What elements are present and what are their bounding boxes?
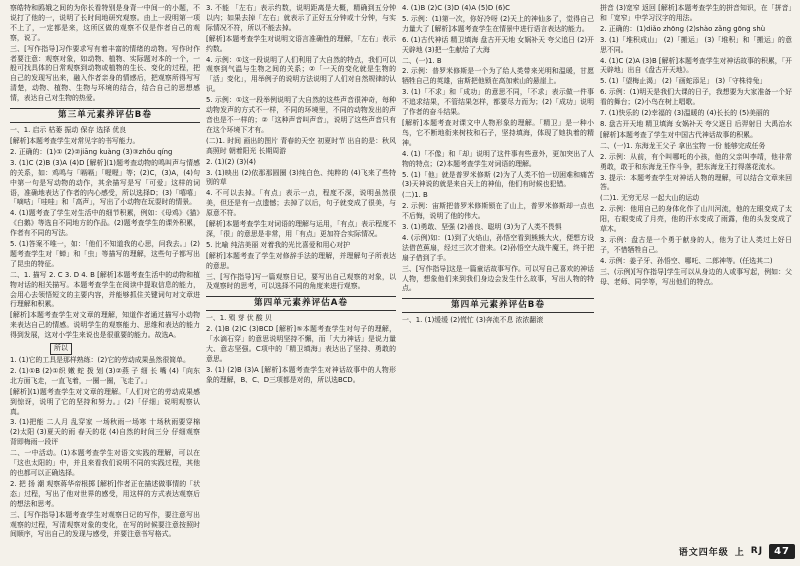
answer-paragraph: 4. 示例：①这一段说明了人们利用了大自然的特点，我们可以观察到气温与生物之间的关系；②「一天的变化就是生物的「活」变化」，用举例子的说明方法说明了人们对自然规律的认识。: [206, 55, 396, 94]
answer-paragraph: [解析]本题考查学生对常见字的书写能力。: [10, 136, 140, 145]
section-heading: 第三单元素养评估B卷: [10, 108, 200, 123]
answer-paragraph: 察皓特和鸥娥之间的为你长看特别是身背一中间一的小题，不说打了他的一，说明了长时间地研究观察。由上一段明第一项不上了，一定都是来，这所区做的观察不仅是作者自己的观察，说了。: [10, 4, 200, 42]
answer-paragraph: 3. (1)「堆积成山」 (2)「搬运」 (3)「堆积」和「搬运」的意思不同。: [600, 35, 792, 54]
answer-paragraph: 5. (1)答案不唯一，如：「他们不知道我的心思，问我去。」(2)题考查学生对「蝉」和「虫」等描写的理解，这些句子都写出了昆虫的特征。: [10, 240, 200, 268]
answer-paragraph: 2. 正确的：(1)diǎo zhōng (2)shào zǎng gōng shù: [600, 24, 766, 33]
answer-paragraph: 2. 把 扬 潮 观察蒋华帝根掷 [解析]作者正在描述做事情的「状态」过程，写出了他对世界的感受，用这样的方式表达观察后的想法和思考。: [10, 479, 200, 508]
answer-paragraph: 2. 正确的：(1)① (2)②jiāng kuàng (3)③zhǒu qíng: [10, 147, 173, 156]
answer-paragraph: 4. (1)B (2)C (3)D (4)A (5)D (6)C: [402, 4, 510, 12]
answer-paragraph: 4. 不可以去掉。「有点」表示一点，程度不深，说明虽然很美，但还是有一点遗憾；去掉了以后，句子就变成了很美，与原意不符。: [206, 189, 396, 218]
page-footer: [590, 540, 795, 562]
answer-paragraph: 5. 示例：①这一段举例说明了大自然的这些声音很神奇，每种动物发声的方式不一样，不同的环境里，不同的动物发出的声音也是不一样的；②「这种声音叫声音」，说明了这些声音只有在这个环境下才有。: [206, 96, 396, 134]
footer-term: 上: [734, 547, 745, 558]
answer-paragraph: 6. (1)古代神话 精卫填海 盘古开天地 女娲补天 夸父追日 (2)开天辟地 (3)把一生献给了大海: [402, 35, 594, 54]
answer-paragraph: 二、一中活动。(1)本题考查学生对语文实践的理解，可以在「这也太阳的」中，并且来看我们说明不同的实践过程，其他的也都可以正确选择。: [10, 449, 200, 477]
answer-paragraph: 2. (1)B (2)C (3)BCD [解析]⑤本题考查学生对句子的理解，「水滴石穿」的意思说明坚持不懈，而「大力神话」是说力量大、意志坚强。C项中的「精卫填海」表达出了坚持、勇敢的意思。: [206, 325, 396, 363]
answer-paragraph: 4. (1)题考查了学生对生活中的细节积累，例如：《母鸡》《猫》《白鹅》等选自不同地方的作品。(2)题考查学生的课外积累，作者有不同的写法。: [10, 209, 200, 238]
answer-paragraph: [解析]本题考查学生对词语的理解与运用，「有点」表示程度不深，「很」的意思是非常，用「有点」更加符合实际情况。: [206, 220, 396, 238]
section-heading: 第四单元素养评估A卷: [206, 296, 396, 311]
answer-paragraph: 2. (1)①B (2)①织 嫩 蛇 拨 划 (3)②燕 子 细 长 嘴 (4)「向东北方面飞走，一直飞着，一圈一圈，飞走了。」: [10, 366, 200, 385]
answer-paragraph: 4. (示例)如：(1)到了火焰山，孙悟空看到熊熊大火，便想方设法借芭蕉扇，经过三次才借来。(2)孙悟空大战牛魔王，终于把扇子借到了手。: [402, 233, 594, 262]
text-column-2: [206, 4, 396, 538]
answer-paragraph: 3. (1)把能 二人月 乱穿家 一场秋雨一场寒 十场秋雨要穿棉 (2)太阳 (3)夏天的雨 春天的花 (4)自然的时间三分 仔细观察 背即梅雨一段评: [10, 418, 200, 447]
footer-subject: 语文四年级: [678, 547, 729, 558]
answer-paragraph: 二、(一)1. B: [402, 56, 442, 65]
answer-paragraph: 5. (1)「他」就是普罗米修斯 (2)为了人类不怕一切困难和痛苦 (3)天神说的就是来自天上的神仙，他们有时候也犯错。: [402, 170, 594, 189]
answer-paragraph: 4. (1)「不像」和「却」说明了这件事有些意外，更加突出了人物的特点；(2)本题考查学生对词语的理解。: [402, 149, 594, 168]
footer-edition: RJ: [750, 546, 764, 556]
boxed-label: 所以: [50, 343, 72, 355]
answer-paragraph: 7. (1)快乐的 (2)幸福的 (3)温暖的 (4)长长的 (5)美丽的: [600, 109, 770, 118]
answer-paragraph: 2. 示例：宙斯把普罗米修斯锁在了山上，普罗米修斯却一点也不后悔，说明了他的伟大。: [402, 202, 594, 221]
answer-paragraph: 一、1. 殒 芽 伏 酸 贝: [206, 314, 272, 323]
answer-paragraph: [解析]本题考查学生对文章的理解，知道作者通过描写小动物来表达自己的情感。说明学生的观察能力、思维和表达的能力得到发展，这对小学生来说也是很重要的能力。故选A。: [10, 311, 200, 340]
text-column-4: [600, 4, 792, 538]
answer-paragraph: 三、(示例)[写作指导]学生可以从身边的人或事写起，例如：父母、老师、同学等，写出他们的特点。: [600, 267, 792, 286]
page-number: 47: [769, 544, 795, 559]
answer-paragraph: 2. 示例：从前，有个叫哪吒的小孩，他的父亲叫李靖，他非常勇敢，敢于和东海龙王作斗争，把东海龙王打得落花流水。: [600, 152, 792, 171]
answer-paragraph: (二)1. 无穷无尽 一起大山的运动: [600, 194, 700, 203]
answer-paragraph: 5. (1)「望梅止渴」 (2)「画蛇添足」 (3)「守株待兔」: [600, 77, 767, 86]
answer-paragraph: (二)1. 时间 画出的图片 青春的天空 初夏时节 出自的是：秋风高照时 朝着阳光 长期周游: [206, 136, 396, 155]
answer-paragraph: 2. 示例：普罗米修斯是一个为了给人类带来光明和温暖，甘愿牺牲自己的英雄，宙斯把他锁在高加索山的悬崖上。: [402, 67, 594, 86]
answer-paragraph: [解析]本题考查了学生对修辞手法的理解，并理解句子所表达的意思。: [206, 251, 396, 270]
answer-paragraph: 三、[写作指导]写一篇观察日记，要写出自己观察的对象，以及观察时的思考，可以选择不同的角度来进行观察。: [206, 272, 396, 291]
answer-paragraph: 一、1. 启示 枯萎 振动 保存 选择 优良: [10, 126, 127, 135]
answer-paragraph: 三、[写作指导]习作要求写有着丰富的情绪的动物。写作时作者要注意：观察对象，如动物、植物、实际题对本的一个，一般可找具体的日常观察到动物或植物的生长、变化的过程，把自己的发现写出来，融入作者亲身的情感后，把观察所得写写清楚，动物、植物、生物与环境的结合，结合自己的思想感情，表达自己对生物的热爱。: [10, 44, 200, 103]
answer-paragraph: 6. 示例：(1)明天是我们大课的日子，我想要为大家准备一个好看的舞台；(2)小鸟在树上唱歌。: [600, 88, 792, 107]
answer-paragraph: 5. 示例：(1)第一次，你好冷呀 (2)天上的神仙多了，觉得自己力量大了 [解析]本题考查学生在情景中进行语言表达的能力。: [402, 14, 594, 33]
answer-paragraph: 拼音 (3)宽窄 返回 [解析]本题考查学生的拼音知识，在「拼音」和「宽窄」中学习汉字的用法。: [600, 4, 792, 22]
answer-paragraph: [解析]本题考查学生对说明文语言准确性的理解，「左右」表示约数。: [206, 34, 396, 53]
answer-paragraph: [解析]本题考查对课文中人物形象的理解。「精卫」是一种小鸟，它不断地衔来树枝和石子，坚持填海，体现了她执着的精神。: [402, 118, 594, 147]
answer-paragraph: 2. (1)(2) (3)(4): [206, 157, 256, 166]
answer-paragraph: 2. 示例：他用自己的身体化作了山川河流，他的左眼变成了太阳，右眼变成了月亮，他的汗水变成了雨露，他的头发变成了草木。: [600, 205, 792, 234]
answer-paragraph: 3. (1) (2)B (3)A [解析]本题考查学生对神话故事中的人物形象的理解，B、C、D三项都是对的，所以选BCD。: [206, 365, 396, 384]
answer-paragraph: 3. 不能 「左右」表示约数，说明距离是大概，精确到五分钟以内；如果去掉「左右」就表示了正好五分钟或十分钟，与实际情况不符，所以不能去掉。: [206, 4, 396, 32]
answer-paragraph: [解析](1)题考查学生对文章的理解。「人们对它的劳动成果感到惊讶，说明了它的坚持和努力。」(2)「仔细」说明观察认真。: [10, 387, 200, 416]
text-column-3: [402, 4, 594, 538]
answer-paragraph: 二、1. 描写 2. C 3. D 4. B [解析]本题考查生活中的动物和植物对话的相关描写。本题考查学生在阅读中提取信息的能力，会用心去领悟短文的主要内容，并能够抓住关键词句对文章进行理解和积累。: [10, 270, 200, 309]
answer-paragraph: 5. 比喻 纯洁美丽 对着我的光比喜爱和用心对护: [206, 240, 351, 249]
answer-paragraph: 一、1. (1)缓缓 (2)慌忙 (3)奔流不息 浓浓翻滚: [402, 316, 544, 325]
answer-paragraph: 3. 提示：本题考查学生对神话人物的理解，可以结合文章来回答。: [600, 173, 792, 192]
answer-paragraph: 3. (1)映出 (2)依那那圆圈 (3)纯白色、纯粹的 (4)飞来了些特别的草: [206, 168, 396, 187]
answer-paragraph: 三、[写作指导]本题考查学生对观察日记的写作，要注意写出观察的过程，写清观察对象的变化，在写的时候要注意按照时间顺序，写出自己的发现与感受，并要注意书写格式。: [10, 510, 200, 538]
answer-paragraph: 3. (1)C (2)B (3)A (4)D [解析](1)题考查动物的鸣叫声与情感的关系，如：鸡鸣与「嗝嗝」「喔喔」等；(2)C，(3)A，(4)句中第一句是写动物的动作，其余描写是写「可爱」这样的词语，准确地表达了作者的内心感受，所以选择D；(3)「嘻嘻」「嘀咕」「哇哇」和「高声」，写出了小动物在玩耍时的情景。: [10, 158, 200, 207]
answer-paragraph: 3. (1)勇敢、坚强 (2)善良、聪明 (3)为了人类不畏惧: [402, 223, 562, 232]
answer-paragraph: 二、(一)1. 东海龙王父子 拿出宝物 一份 能够完成任务: [600, 141, 766, 150]
answer-paragraph: 4. (1)C (2)A (3)B [解析]本题考查学生对神话故事的积累，「开天辟地」出自《盘古开天地》。: [600, 56, 792, 75]
answer-paragraph: [解析]本题考查了学生对中国古代神话故事的积累。: [600, 130, 757, 139]
answer-paragraph: 3. 示例：盘古是一个勇于献身的人，他为了让人类过上好日子，不惜牺牲自己。: [600, 235, 792, 254]
answer-paragraph: 8. 盘古开天地 精卫填海 女娲补天 夸父逐日 后羿射日 大禹治水: [600, 119, 792, 128]
answer-paragraph: (二)1. B: [402, 191, 428, 200]
answer-paragraph: 4. 示例：姜子牙、孙悟空、哪吒、二郎神等。(任选其二): [600, 256, 773, 265]
answer-paragraph: 3. (1)「不求」和「成功」的意思不同，「不求」表示做一件事不追求结果，不管结果怎样，都要尽力而为；(2)「成功」说明了作者的奋斗结果。: [402, 88, 594, 117]
answer-paragraph: 三、[写作指导]这是一篇童话故事写作。可以写自己喜欢的神话人物，想象他们来到我们身边会发生什么故事，写出人物的特点。: [402, 264, 594, 293]
text-column-1: [10, 4, 200, 538]
section-heading: 第四单元素养评估B卷: [402, 298, 594, 313]
answer-paragraph: 1. (1)它的工具是那样熟练：(2)它的劳动成果虽然很简单。: [10, 356, 190, 364]
